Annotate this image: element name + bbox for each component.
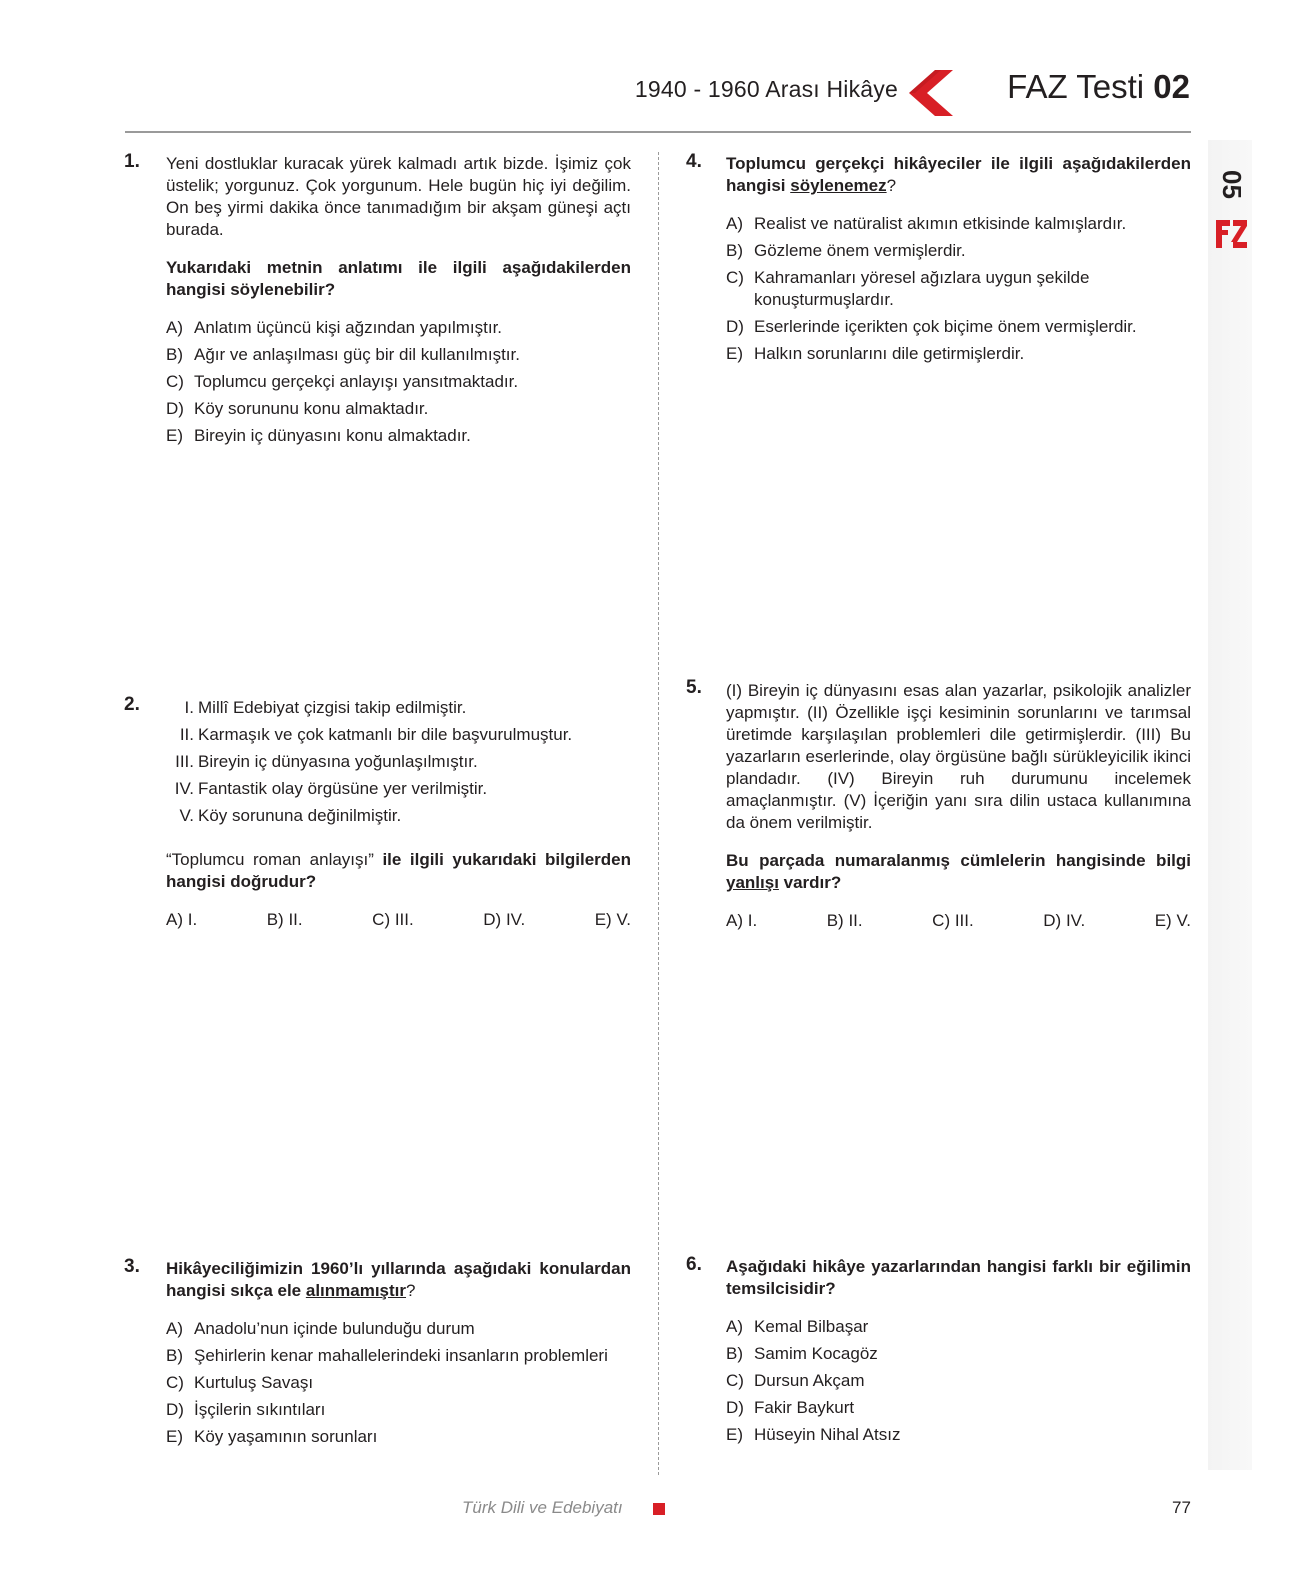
option-b[interactable] (166, 344, 631, 366)
option-b[interactable] (726, 1343, 1191, 1365)
option-text: Bireyin iç dünyasını konu almaktadır. (194, 426, 471, 445)
option-text: Köy yaşamının sorunları (194, 1427, 378, 1446)
option-text: Kahramanları yöresel ağızlara uygun şekilde konuşturmuşlardır. (754, 268, 1090, 309)
statement-2 (166, 724, 631, 746)
header-divider (125, 131, 1191, 133)
question-5 (726, 680, 1191, 932)
option-e[interactable] (726, 343, 1191, 365)
footer-subject: Türk Dili ve Edebiyatı (462, 1498, 623, 1517)
option-letter: C) (726, 1371, 744, 1390)
question-5-stem (726, 850, 1191, 894)
option-letter: D) (726, 317, 744, 336)
question-3-options (166, 1318, 631, 1448)
side-strip (1208, 140, 1252, 1470)
option-letter: C) (166, 372, 184, 391)
option-text: Hüseyin Nihal Atsız (754, 1425, 901, 1444)
question-4-stem (726, 153, 1191, 197)
question-3-stem (166, 1258, 631, 1302)
footer-square-icon (653, 1503, 665, 1515)
option-text: Köy sorununu konu almaktadır. (194, 399, 429, 418)
question-2-stem (166, 849, 631, 893)
option-letter: E) (726, 1425, 743, 1444)
stem-emphasis: yanlışı (726, 873, 779, 892)
question-6 (726, 1256, 1191, 1451)
question-4 (726, 153, 1191, 370)
option-text: Halkın sorunlarını dile getirmişlerdir. (754, 344, 1025, 363)
question-3-number: 3. (124, 1256, 140, 1277)
option-c[interactable] (726, 1370, 1191, 1392)
column-divider (658, 152, 659, 1475)
option-d[interactable]: D) IV. (1043, 911, 1086, 930)
option-d[interactable] (726, 316, 1191, 338)
option-e[interactable] (166, 425, 631, 447)
question-5-options (726, 910, 1191, 932)
option-text: Anadolu’nun içinde bulunduğu durum (194, 1319, 475, 1338)
option-letter: B) (166, 345, 183, 364)
stem-text: Toplumcu gerçekçi hikâyeciler ile ilgili aşağıdakilerden hangisi (726, 154, 1191, 195)
side-code-number: 05 (1217, 170, 1248, 199)
option-e[interactable]: E) V. (1154, 911, 1191, 930)
question-5-number: 5. (686, 677, 702, 698)
test-title (1007, 68, 1190, 106)
stem-text: Bu parçada numaralanmış cümlelerin hangisinde bilgi (726, 851, 1191, 870)
option-text: Dursun Akçam (754, 1371, 865, 1390)
option-text: Fakir Baykurt (754, 1398, 855, 1417)
stem-emphasis: alınmamıştır (305, 1281, 407, 1300)
option-text: İşçilerin sıkıntıları (194, 1400, 326, 1419)
side-code-label (1206, 150, 1254, 260)
question-2 (166, 697, 631, 931)
option-letter: E) (166, 426, 183, 445)
statement-text: Bireyin iç dünyasına yoğunlaşılmıştır. (198, 752, 478, 771)
page-header (0, 66, 1303, 116)
option-d[interactable]: D) IV. (483, 910, 526, 929)
option-letter: D) (166, 399, 184, 418)
option-a[interactable]: A) I. (726, 911, 758, 930)
question-2-number: 2. (124, 694, 140, 715)
option-letter: E) (726, 344, 743, 363)
option-c[interactable] (166, 1372, 631, 1394)
question-4-options (726, 213, 1191, 365)
stem-end: ? (886, 176, 897, 195)
option-b[interactable]: B) II. (266, 910, 303, 929)
option-letter: C) (166, 1373, 184, 1392)
option-letter: A) (166, 1319, 183, 1338)
chevron-left-icon (905, 70, 955, 116)
option-c[interactable] (166, 371, 631, 393)
stem-quoted: “Toplumcu roman anlayışı” (166, 850, 374, 869)
question-2-options (166, 909, 631, 931)
statement-3 (166, 751, 631, 773)
statement-text: Köy sorununa değinilmiştir. (198, 806, 402, 825)
statement-numeral: III. (175, 752, 194, 771)
option-b[interactable] (726, 240, 1191, 262)
option-text: Kurtuluş Savaşı (194, 1373, 314, 1392)
page-number: 77 (1172, 1498, 1191, 1517)
option-text: Şehirlerin kenar mahallelerindeki insanların problemleri (194, 1346, 608, 1365)
option-e[interactable] (166, 1426, 631, 1448)
statement-text: Karmaşık ve çok katmanlı bir dile başvurulmuştur. (198, 725, 573, 744)
question-3 (166, 1258, 631, 1453)
question-1 (166, 153, 631, 452)
option-letter: E) (166, 1427, 183, 1446)
stem-end: ? (406, 1281, 416, 1300)
statement-numeral: IV. (174, 779, 194, 798)
question-6-options (726, 1316, 1191, 1446)
option-c[interactable] (726, 267, 1191, 311)
statement-numeral: I. (184, 698, 194, 717)
option-letter: B) (166, 1346, 183, 1365)
fz-logo-icon (1216, 220, 1247, 255)
option-b[interactable]: B) II. (826, 911, 863, 930)
topic-title: 1940 - 1960 Arası Hikâye (634, 76, 898, 102)
option-text: Samim Kocagöz (754, 1344, 878, 1363)
option-a[interactable] (166, 1318, 631, 1340)
question-1-number: 1. (124, 151, 140, 172)
option-text: Realist ve natüralist akımın etkisinde kalmışlardır. (754, 214, 1127, 233)
option-text: Kemal Bilbaşar (754, 1317, 869, 1336)
statement-1 (166, 697, 631, 719)
statement-4 (166, 778, 631, 800)
question-1-stem: Yukarıdaki metnin anlatımı ile ilgili aşağıdakilerden hangisi söylenebilir? (166, 258, 631, 299)
question-6-stem: Aşağıdaki hikâye yazarlarından hangisi farklı bir eğilimin temsilcisidir? (726, 1257, 1191, 1298)
option-letter: B) (726, 1344, 743, 1363)
test-number: 02 (1153, 68, 1190, 105)
question-6-number: 6. (686, 1254, 702, 1275)
question-1-options (166, 317, 631, 447)
option-letter: A) (726, 1317, 743, 1336)
option-a[interactable] (726, 213, 1191, 235)
statement-text: Fantastik olay örgüsüne yer verilmiştir. (198, 779, 488, 798)
question-2-statements (166, 697, 631, 827)
test-label: FAZ Testi (1007, 68, 1145, 105)
option-b[interactable] (166, 1345, 631, 1367)
statement-numeral: V. (179, 806, 194, 825)
option-e[interactable]: E) V. (594, 910, 631, 929)
option-c[interactable]: C) III. (932, 911, 974, 930)
question-1-paragraph: Yeni dostluklar kuracak yürek kalmadı artık bizde. İşimiz çok üstelik; yorgunuz. Çok yorgunum. Hele bugün hiç iyi değilim. On beş yirmi dakika önce tanımadığım bir akşam güneşi açtı burada. (166, 154, 631, 239)
statement-text: Millî Edebiyat çizgisi takip edilmiştir. (198, 698, 467, 717)
statement-5 (166, 805, 631, 827)
stem-text: ile ilgili yukarıdaki bilgilerden hangisi doğrudur? (166, 850, 631, 891)
statement-numeral: II. (179, 725, 194, 744)
question-4-number: 4. (686, 151, 702, 172)
option-text: Toplumcu gerçekçi anlayışı yansıtmaktadır. (194, 372, 519, 391)
option-letter: A) (166, 318, 183, 337)
option-d[interactable] (166, 1399, 631, 1421)
option-a[interactable]: A) I. (166, 910, 198, 929)
option-e[interactable] (726, 1424, 1191, 1446)
stem-text: Hikâyeciliğimizin 1960’lı yıllarında aşağıdaki konulardan hangisi sıkça ele (166, 1259, 631, 1300)
stem-emphasis: söylenemez (790, 176, 887, 195)
option-letter: B) (726, 241, 743, 260)
stem-end: vardır? (778, 873, 842, 892)
option-text: Gözleme önem vermişlerdir. (754, 241, 966, 260)
option-letter: C) (726, 268, 744, 287)
option-letter: D) (166, 1400, 184, 1419)
option-a[interactable] (166, 317, 631, 339)
option-d[interactable] (166, 398, 631, 420)
option-text: Anlatım üçüncü kişi ağzından yapılmıştır. (194, 318, 503, 337)
option-d[interactable] (726, 1397, 1191, 1419)
question-5-paragraph: (I) Bireyin iç dünyasını esas alan yazarlar, psikolojik analizler yapmıştır. (II) Özellikle işçi kesiminin sorunlarını ve tarımsal üretimde karşılaşılan problemleri dile getirmişlerdir. (III) Bu yazarların eserlerinde, olay örgüsüne bağlı sürükleyicilik ikinci plandadır. (IV) Bireyin ruh durumunu incelemek amaçlanmıştır. (V) İçeriğin yanı sıra dilin ustaca kullanımına da önem verilmiştir. (726, 681, 1191, 832)
option-text: Ağır ve anlaşılması güç bir dil kullanılmıştır. (194, 345, 520, 364)
option-letter: A) (726, 214, 743, 233)
option-c[interactable]: C) III. (372, 910, 414, 929)
option-a[interactable] (726, 1316, 1191, 1338)
option-letter: D) (726, 1398, 744, 1417)
option-text: Eserlerinde içerikten çok biçime önem vermişlerdir. (754, 317, 1137, 336)
